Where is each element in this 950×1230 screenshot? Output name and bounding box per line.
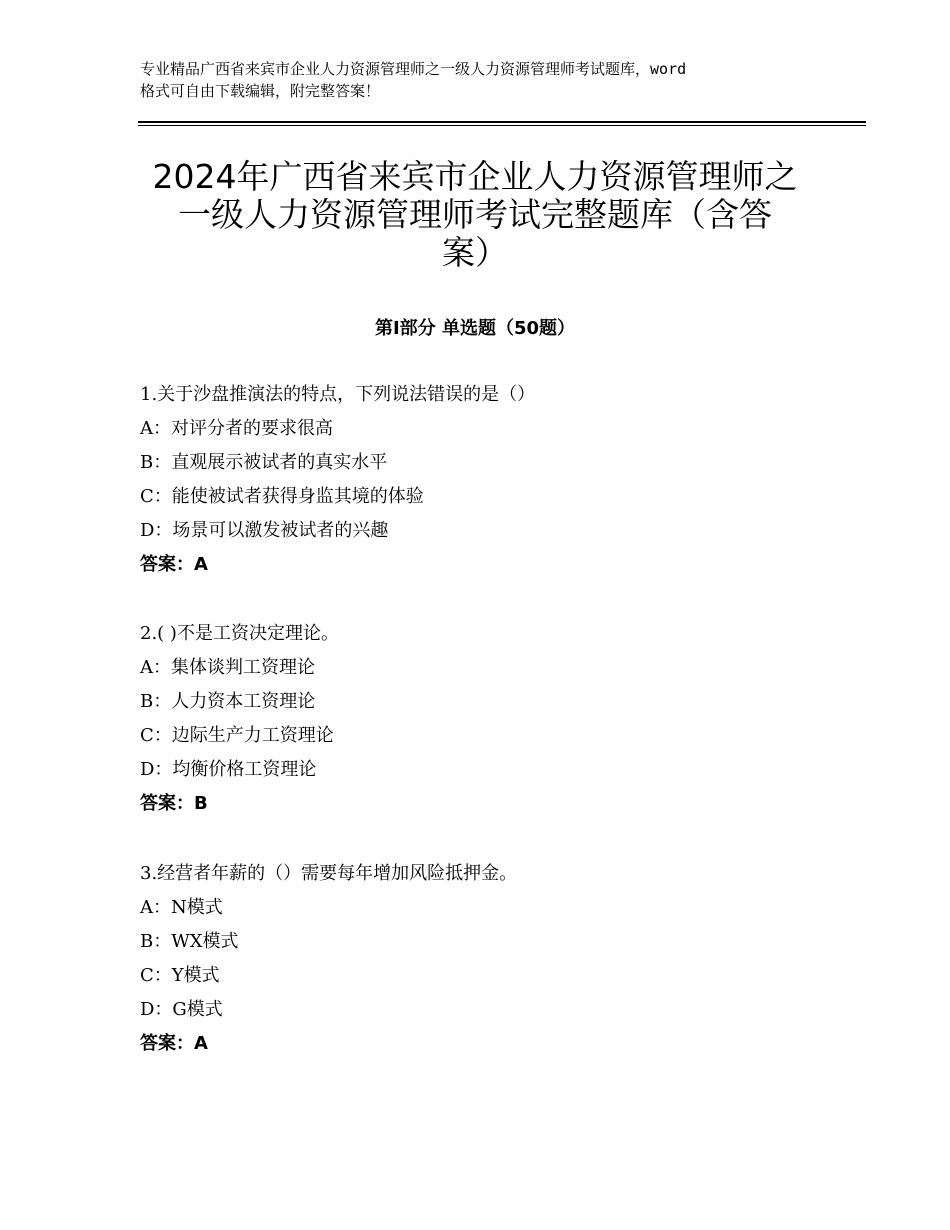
option-d: D：场景可以激发被试者的兴趣 (140, 520, 389, 541)
header-divider-thin (138, 125, 866, 126)
option-d: D：均衡价格工资理论 (140, 759, 317, 780)
header-note-line-2: 格式可自由下载编辑，附完整答案！ (140, 82, 381, 100)
question-stem: 1.关于沙盘推演法的特点，下列说法错误的是（） (140, 384, 536, 405)
option-b: B：直观展示被试者的真实水平 (140, 452, 388, 473)
question-stem: 2.( )不是工资决定理论。 (140, 623, 339, 644)
title-line-2: 一级人力资源管理师考试完整题库（含答 (178, 195, 772, 234)
option-c: C：Y模式 (140, 965, 220, 986)
option-a: A：N模式 (140, 897, 223, 918)
question-2 (140, 617, 860, 821)
header-divider-thick (138, 121, 866, 123)
document-title (120, 158, 830, 272)
answer-line: 答案：B (140, 793, 208, 814)
answer-line: 答案：A (140, 554, 208, 575)
option-a: A：集体谈判工资理论 (140, 657, 315, 678)
option-c: C：能使被试者获得身监其境的体验 (140, 486, 424, 507)
title-line-1: 2024年广西省来宾市企业人力资源管理师之 (152, 157, 798, 196)
answer-line: 答案：A (140, 1033, 208, 1054)
option-a: A：对评分者的要求很高 (140, 418, 333, 439)
question-3 (140, 857, 860, 1061)
section-title: 第Ⅰ部分 单选题（50题） (374, 318, 575, 339)
header-note-line-1: 专业精品广西省来宾市企业人力资源管理师之一级人力资源管理师考试题库，word (140, 60, 687, 78)
question-1 (140, 378, 860, 582)
option-c: C：边际生产力工资理论 (140, 725, 334, 746)
title-line-3: 案） (442, 233, 508, 272)
option-b: B：人力资本工资理论 (140, 691, 316, 712)
document-header-note (140, 58, 840, 102)
option-b: B：WX模式 (140, 931, 239, 952)
option-d: D：G模式 (140, 999, 223, 1020)
question-stem: 3.经营者年薪的（）需要每年增加风险抵押金。 (140, 863, 518, 884)
